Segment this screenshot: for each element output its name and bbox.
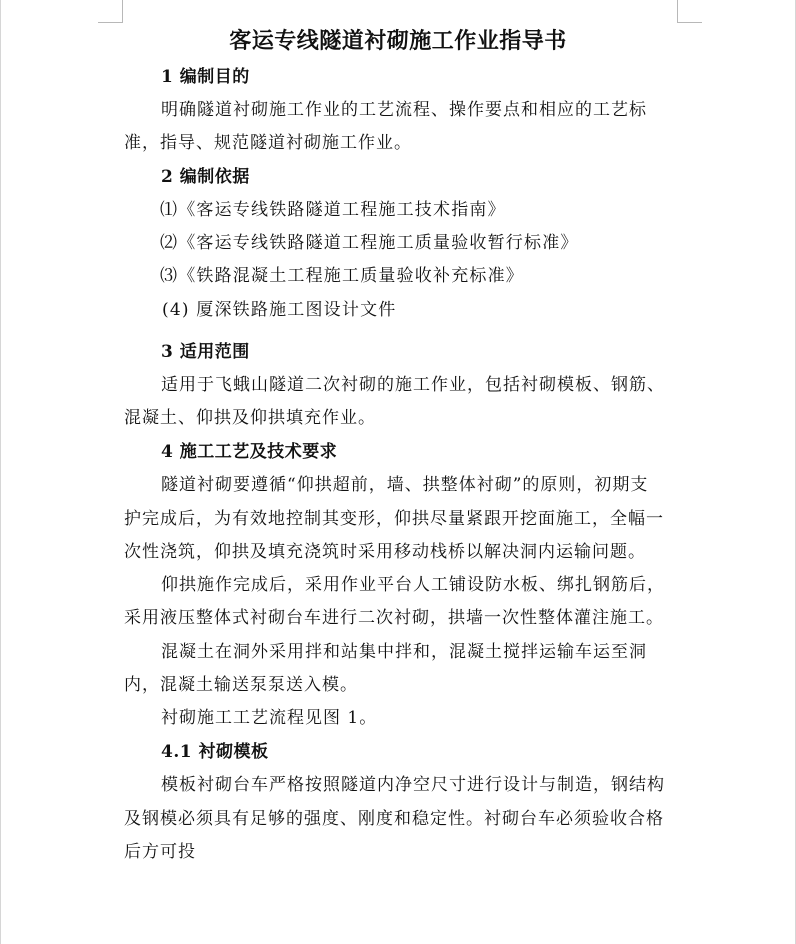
reference-3: ⑶《铁路混凝土工程施工质量验收补充标准》	[160, 266, 524, 286]
section-4-1-line-2: 及钢模必须具有足够的强度、刚度和稳定性。衬砌台车必须验收合格	[124, 809, 664, 829]
section-4-p3-line-2: 内，混凝土输送泵泵送入模。	[124, 675, 358, 695]
section-2-heading: 2 编制依据	[161, 167, 250, 187]
section-4-p4-line-1: 衬砌施工工艺流程见图 1。	[161, 708, 378, 728]
section-4-p1-line-3: 次性浇筑，仰拱及填充浇筑时采用移动栈桥以解决洞内运输问题。	[124, 542, 646, 562]
section-3-line-2: 混凝土、仰拱及仰拱填充作业。	[124, 408, 376, 428]
section-4-p2-line-1: 仰拱施作完成后，采用作业平台人工铺设防水板、绑扎钢筋后，	[161, 575, 665, 595]
section-4-p3-line-1: 混凝土在洞外采用拌和站集中拌和，混凝土搅拌运输车运至洞	[161, 642, 647, 662]
reference-2: ⑵《客运专线铁路隧道工程施工质量验收暂行标准》	[160, 233, 579, 253]
section-4-1-heading: 4.1 衬砌模板	[161, 742, 269, 762]
section-4-p2-line-2: 采用液压整体式衬砌台车进行二次衬砌，拱墙一次性整体灌注施工。	[124, 608, 664, 628]
document-title: 客运专线隧道衬砌施工作业指导书	[229, 28, 567, 54]
crop-mark-top-left	[98, 0, 123, 23]
section-4-1-line-3: 后方可投	[124, 842, 196, 862]
section-4-p1-line-1: 隧道衬砌要遵循“仰拱超前，墙、拱整体衬砌”的原则，初期支	[161, 475, 649, 495]
section-1-line-2: 准，指导、规范隧道衬砌施工作业。	[124, 133, 412, 153]
section-4-1-line-1: 模板衬砌台车严格按照隧道内净空尺寸进行设计与制造，钢结构	[161, 775, 665, 795]
section-4-heading: 4 施工工艺及技术要求	[161, 442, 338, 462]
reference-4: (4) 厦深铁路施工图设计文件	[162, 300, 397, 320]
crop-mark-top-right	[677, 0, 702, 23]
section-1-heading: 1 编制目的	[161, 67, 250, 87]
reference-1: ⑴《客运专线铁路隧道工程施工技术指南》	[160, 200, 506, 220]
page-left-edge	[0, 0, 1, 944]
section-1-line-1: 明确隧道衬砌施工作业的工艺流程、操作要点和相应的工艺标	[161, 100, 647, 120]
section-3-line-1: 适用于飞蛾山隧道二次衬砌的施工作业，包括衬砌模板、钢筋、	[161, 375, 665, 395]
section-3-heading: 3 适用范围	[161, 342, 250, 362]
section-4-p1-line-2: 护完成后，为有效地控制其变形，仰拱尽量紧跟开挖面施工，全幅一	[124, 509, 664, 529]
